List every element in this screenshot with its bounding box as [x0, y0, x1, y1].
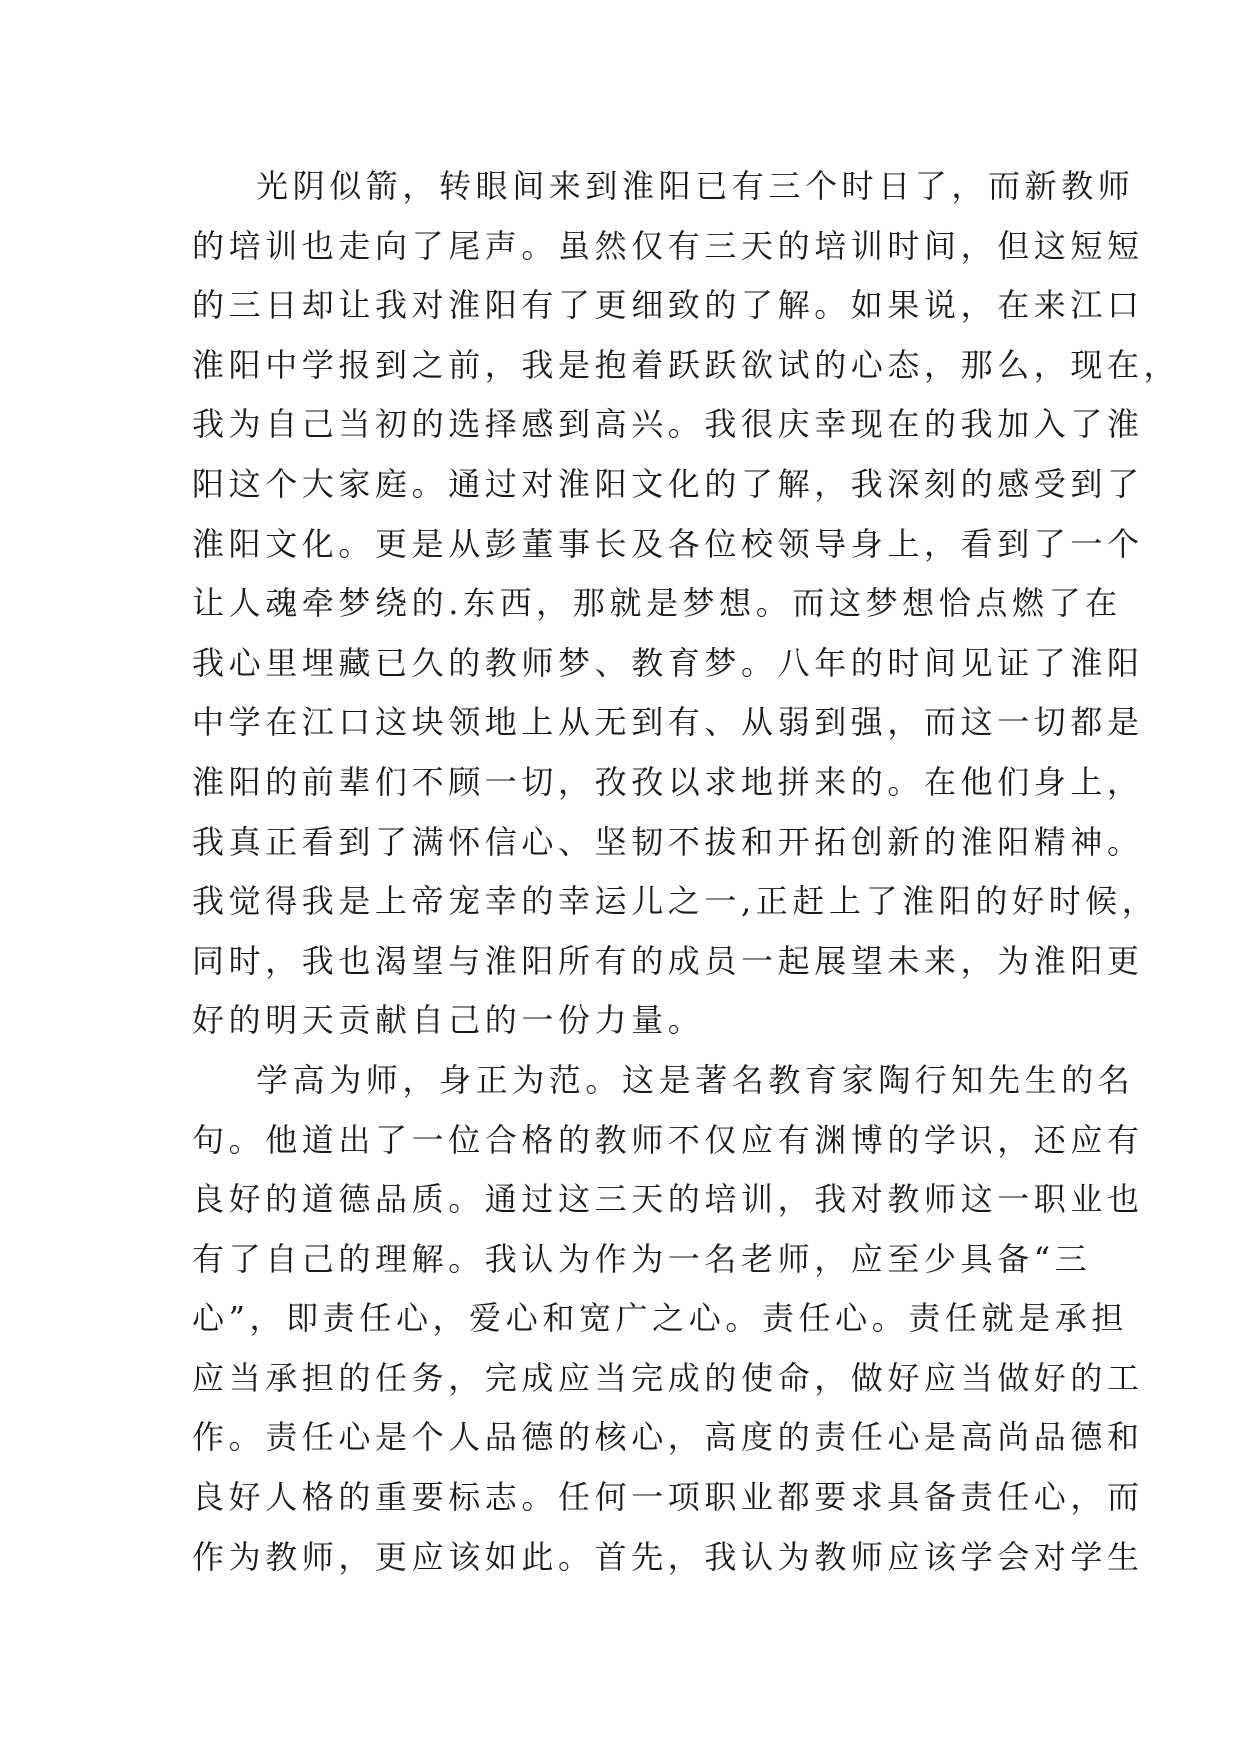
paragraph-line: 心”，即责任心，爱心和宽广之心。责任心。责任就是承担 — [192, 1299, 1128, 1338]
paragraph-line: 作。责任心是个人品德的核心，高度的责任心是高尚品德和 — [192, 1418, 1144, 1457]
paragraph-1 — [192, 157, 1181, 1051]
paragraph-line: 阳这个大家庭。通过对淮阳文化的了解，我深刻的感受到了 — [192, 464, 1144, 503]
paragraph-line: 我觉得我是上帝宠幸的幸运儿之一,正赶上了淮阳的好时候， — [192, 882, 1159, 921]
paragraph-line: 同时，我也渴望与淮阳所有的成员一起展望未来，为淮阳更 — [192, 941, 1144, 980]
document-body — [192, 157, 1181, 1587]
paragraph-line: 让人魂牵梦绕的.东西，那就是梦想。而这梦想恰点燃了在 — [192, 584, 1122, 623]
paragraph-line: 学高为师，身正为范。这是著名教育家陶行知先生的名 — [256, 1060, 1135, 1099]
paragraph-2 — [192, 1051, 1144, 1587]
paragraph-line: 好的明天贡献自己的一份力量。 — [192, 1001, 705, 1040]
paragraph-line: 应当承担的任务，完成应当完成的使命，做好应当做好的工 — [192, 1358, 1144, 1397]
paragraph-line: 的三日却让我对淮阳有了更细致的了解。如果说，在来江口 — [192, 286, 1144, 325]
paragraph-line: 良好人格的重要标志。任何一项职业都要求具备责任心，而 — [192, 1478, 1144, 1517]
paragraph-line: 作为教师，更应该如此。首先，我认为教师应该学会对学生 — [192, 1537, 1144, 1576]
paragraph-line: 良好的道德品质。通过这三天的培训，我对教师这一职业也 — [192, 1180, 1144, 1219]
paragraph-line: 有了自己的理解。我认为作为一名老师，应至少具备“三 — [192, 1239, 1092, 1278]
paragraph-line: 光阴似箭，转眼间来到淮阳已有三个时日了，而新教师 — [256, 167, 1135, 205]
paragraph-line: 淮阳中学报到之前，我是抱着跃跃欲试的心态，那么，现在， — [192, 345, 1181, 384]
paragraph-line: 淮阳文化。更是从彭董事长及各位校领导身上，看到了一个 — [192, 524, 1144, 563]
paragraph-line: 我真正看到了满怀信心、坚韧不拔和开拓创新的淮阳精神。 — [192, 822, 1144, 861]
paragraph-line: 我为自己当初的选择感到高兴。我很庆幸现在的我加入了淮 — [192, 405, 1144, 444]
paragraph-line: 句。他道出了一位合格的教师不仅应有渊博的学识，还应有 — [192, 1120, 1144, 1159]
paragraph-line: 中学在江口这块领地上从无到有、从弱到强，而这一切都是 — [192, 703, 1144, 742]
paragraph-line: 我心里埋藏已久的教师梦、教育梦。八年的时间见证了淮阳 — [192, 643, 1144, 682]
paragraph-line: 的培训也走向了尾声。虽然仅有三天的培训时间，但这短短 — [192, 226, 1144, 265]
paragraph-line: 淮阳的前辈们不顾一切，孜孜以求地拼来的。在他们身上， — [192, 762, 1144, 801]
